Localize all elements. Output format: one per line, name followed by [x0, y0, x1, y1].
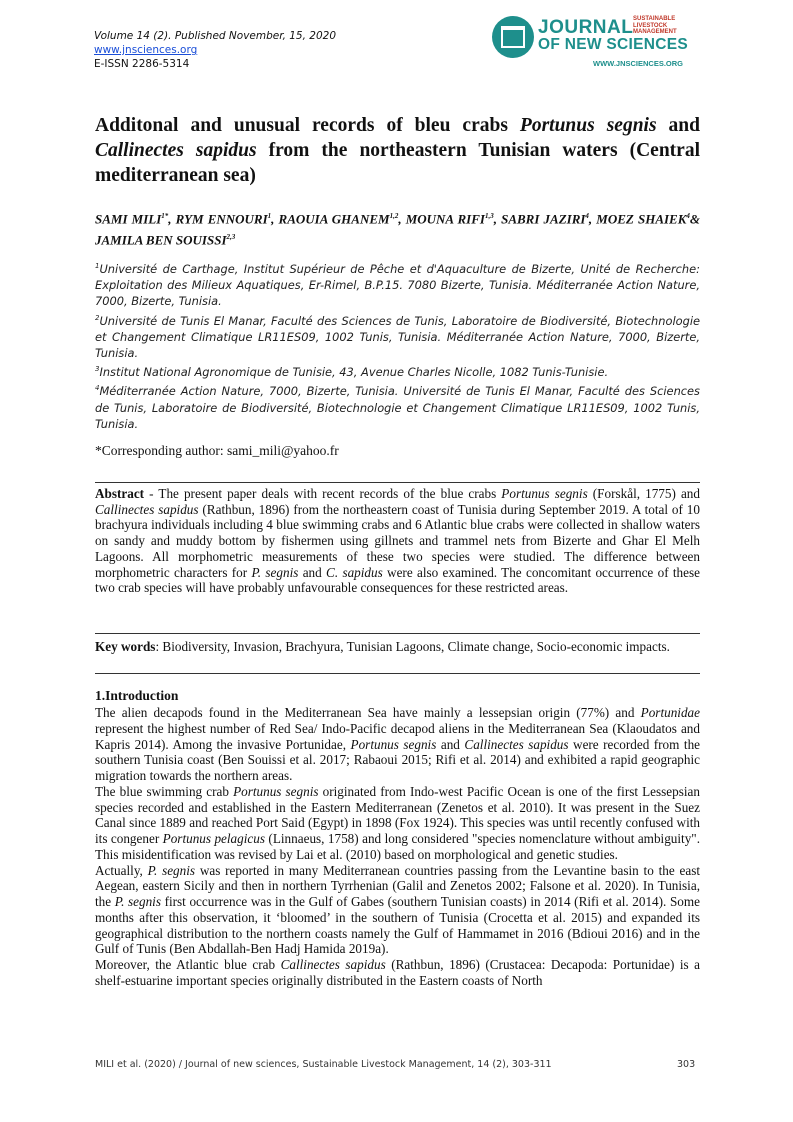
divider	[95, 673, 700, 674]
author-list: SAMI $MILI^{1*}$, RYM ENNOURI$^1$, RAOUIA GHANEM$^{1,2}$, MOUNA RIFI$^{1,3}$, SABRI JAZIRI$^4$, MOEZ SHAIEK$^4$& JAMILA BEN SOUISSI$^{2,3}$	[95, 211, 701, 248]
divider	[95, 482, 700, 483]
page-number: 303	[677, 1059, 696, 1070]
divider	[95, 633, 700, 634]
keywords: Key words: Biodiversity, Invasion, Brachyura, Tunisian Lagoons, Climate change, Socio-economic impacts.	[95, 639, 670, 654]
affiliations	[95, 258, 700, 432]
paragraph: Moreover, the Atlantic blue crab Callinectes sapidus (Rathbun, 1896) (Crustacea: Decapoda: Portunidae) is a shelf-estuarine important species originally distributed in the Eastern coasts of North	[95, 957, 700, 988]
affiliation: $^2$Université de Tunis El Manar, Faculté des Sciences de Tunis, Laboratoire de Biodiversité, Biotechnologie et Changement Climatique LR11ES09, 1002 Tunis, Tunisia. Méditerranée Action Nature, 7000, Bizerte, Tunisia.	[95, 313, 700, 361]
affiliation: $^3$Institut National Agronomique de Tunisie, 43, Avenue Charles Nicolle, 1082 Tunis-Tunisie.	[95, 365, 609, 380]
logo-side-text: SUSTAINABLE LIVESTOCK MANAGEMENT	[633, 16, 677, 36]
logo-line1: JOURNAL	[538, 17, 634, 38]
journal-logo	[492, 14, 702, 70]
affiliation: $^1$Université de Carthage, Institut Supérieur de Pêche et d'Aquaculture de Bizerte, Unité de Recherche: Exploitation des Milieux Aquatiques, Er-Rimel, B.P.15. 7080 Bizerte, Tunisia. Méditerranée Action Nature, 7000, Bizerte, Tunisia.	[95, 261, 700, 309]
affiliation: $^4$Méditerranée Action Nature, 7000, Bizerte, Tunisia. Université de Tunis El Manar, Faculté des Sciences de Tunis, Laboratoire de Biodiversité, Biotechnologie et Changement Climatique LR11ES09, 1002 Tunis, Tunisia.	[95, 384, 700, 431]
abstract: Abstract - The present paper deals with recent records of the blue crabs Portunus segnis (Forskål, 1775) and Callinectes sapidus (Rathbun, 1896) from the northeastern coast of Tunisia during September 2019. A total of 10 brachyura individuals including 4 blue swimming crabs and 6 Atlantic blue crabs were collected in shallow waters on sandy and muddy bottom by fishermen using gillnets and trammel nets from Bizerte and Ghar El Melh Lagoons. All morphometric measurements of these two species were studied. The difference between morphometric characters for P. segnis and C. sapidus were also examined. The concomitant occurrence of these two crab species will have probably unfavourable consequences for these restricted areas.	[95, 486, 700, 596]
paragraph: The alien decapods found in the Mediterranean Sea have mainly a lessepsian origin (77%) and Portunidae represent the highest number of Red Sea/ Indo-Pacific decapod aliens in the Mediterranean Sea (Klaoudatos and Kapris 2014). Among the invasive Portunidae, Portunus segnis and Callinectes sapidus were recorded from the southern Tunisia coast (Ben Souissi et al. 2017; Rabaoui 2015; Rifi et al. 2014) and exhibited a rapid geographic migration towards the northern areas.	[95, 705, 701, 783]
logo-line2: OF NEW SCIENCES	[538, 36, 689, 53]
building-icon	[492, 16, 534, 58]
volume-info: Volume 14 (2). Published November, 15, 2020	[94, 30, 337, 42]
corresponding-author: *Corresponding author: sami_mili@yahoo.fr	[95, 443, 339, 458]
journal-header	[94, 29, 336, 71]
intro-body	[95, 705, 700, 989]
paper-title: Additonal and unusual records of bleu crabs Portunus segnis and Callinectes sapidus from the northeastern Tunisian waters (Central mediterranean sea)	[95, 115, 700, 186]
section-heading: 1.Introduction	[95, 688, 179, 703]
logo-web: WWW.JNSCIENCES.ORG	[593, 59, 684, 68]
paragraph: Actually, P. segnis was reported in many Mediterranean countries passing from the Levantine basin to the east Aegean, eastern Sicily and then in northern Tyrrhenian (Galil and Zenetos 2002; Falsone et al. 2020). In Tunisia, the P. segnis first occurrence was in the Gulf of Gabes (southern Tunisian coasts) in 2014 (Rifi et al. 2014). Some months after this observation, it ‘bloomed’ in the southern of Tunisia (Crocetta et al. 2015) and expanded its geographical distribution to the northern coasts namely the Gulf of Hammamet in 2016 (Bdioui 2016) and in the Gulf of Tunis (Ben Abdallah-Ben Hadj Hamida 2019a).	[95, 862, 700, 957]
paragraph: The blue swimming crab Portunus segnis originated from Indo-west Pacific Ocean is one of the first Lessepsian species recorded and established in the Eastern Mediterranean (Zenetos et al. 2010). It was present in the Suez Canal since 1889 and reached Port Said (Egypt) in 1898 (Fox 1924). This species was until recently confused with its congener Portunus pelagicus (Linnaeus, 1758) and long considered "species nomenclature without ambiguity". This misidentification was revised by Lai et al. (2010) based on morphological and genetic studies.	[95, 783, 700, 862]
footer-citation: MILI et al. (2020) / Journal of new sciences, Sustainable Livestock Management, 14 (2), 303-311	[95, 1059, 552, 1070]
journal-url-link[interactable]: www.jnsciences.org	[94, 44, 198, 56]
issn: E-ISSN 2286-5314	[94, 58, 190, 70]
